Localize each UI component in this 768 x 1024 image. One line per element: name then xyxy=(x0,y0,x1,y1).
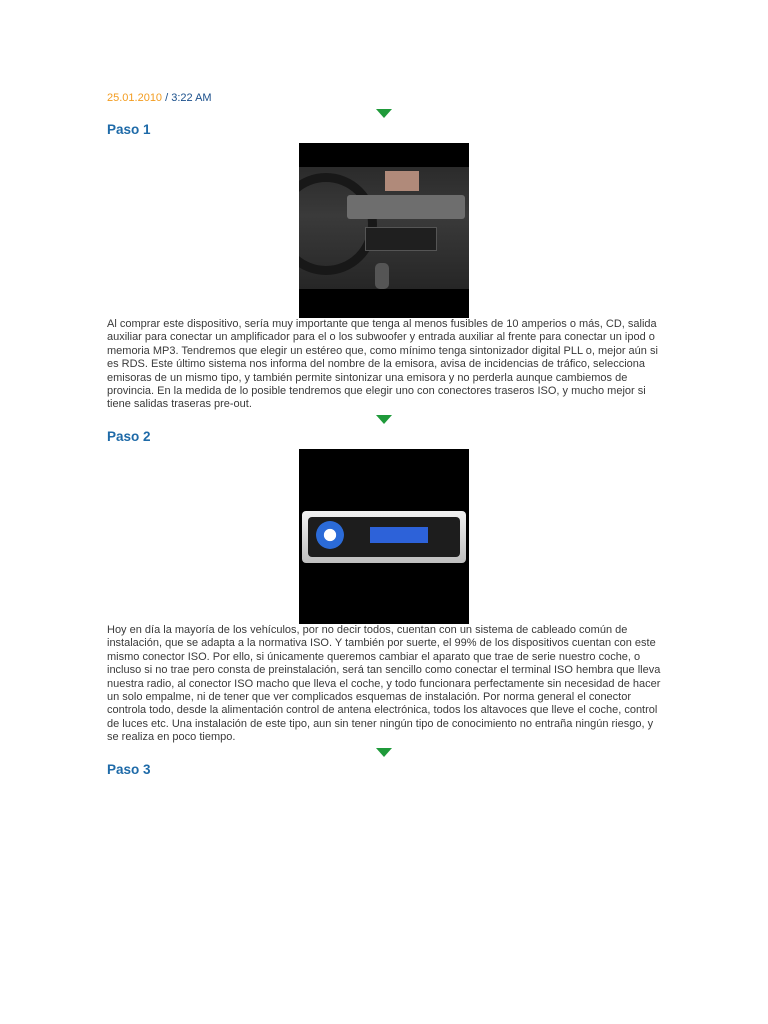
steering-wheel xyxy=(299,173,377,275)
step-text: Al comprar este dispositivo, sería muy importante que tenga al menos fusibles de 10 amperios o más, CD, salida auxiliar para conectar un amplificador para el o los subwoofer y entrada auxiliar al frente para conectar un ipod o memoria MP3. Tendremos que elegir un estéreo que, como mínimo tenga sintonizador digital PLL o, mejor aún si es RDS. Este último sistema nos informa del nombre de la emisora, avisa de incidencias de tráfico, selecciona emisoras de un mismo tipo, y también permite sintonizar una emisora y no perderla aunque cambiemos de provincia. En la medida de lo posible tendremos que elegir uno con conectores traseros ISO, y mucho mejor si tiene salidas traseras pre-out. xyxy=(107,318,658,411)
step-title: Paso 1 xyxy=(107,122,151,137)
air-vents xyxy=(347,195,465,219)
car-stereo-photo xyxy=(299,449,469,624)
step-text: Hoy en día la mayoría de los vehículos, por no decir todos, cuentan con un sistema de cableado común de instalación, que se adapta a la normativa ISO. Y también por suerte, el 99% de los dispositivos cuentan con este mismo conector ISO. Por ello, si únicamente queremos cambiar el aparato que trae de serie nuestro coche, o incluso si no trae pero consta de preinstalación, será tan sencillo como conectar el terminal ISO hembra que lleva nuestra radio, al conector ISO macho que lleva el coche, y todo funcionara perfectamente sin necesidad de hacer un solo empalme, ni de tener que ver complicados esquemas de instalación. Por norma general el conector controla todo, desde la alimentación control de antena electrónica, todos los altavoces que lleve el coche, control de luces etc. Una instalación de este tipo, aun sin tener ningún tipo de conocimiento no entraña ningún riesgo, y se realiza en poco tiempo. xyxy=(107,624,661,744)
stereo-faceplate xyxy=(308,517,460,557)
down-triangle-icon[interactable] xyxy=(376,748,392,757)
dashboard-image xyxy=(299,167,469,289)
step-title: Paso 3 xyxy=(107,762,151,777)
down-triangle-icon[interactable] xyxy=(376,415,392,424)
meta-separator: / xyxy=(162,92,172,104)
gear-stick xyxy=(375,263,389,289)
post-meta xyxy=(107,92,212,105)
step-title: Paso 2 xyxy=(107,429,151,444)
down-triangle-icon[interactable] xyxy=(376,109,392,118)
stereo-display xyxy=(370,527,428,543)
radio-slot xyxy=(365,227,437,251)
dashboard-photo xyxy=(299,143,469,318)
post-time: 3:22 AM xyxy=(171,92,212,104)
volume-knob xyxy=(316,521,344,549)
nav-screen xyxy=(385,171,419,191)
post-date[interactable]: 25.01.2010 xyxy=(107,92,163,104)
car-stereo-image xyxy=(302,511,466,563)
